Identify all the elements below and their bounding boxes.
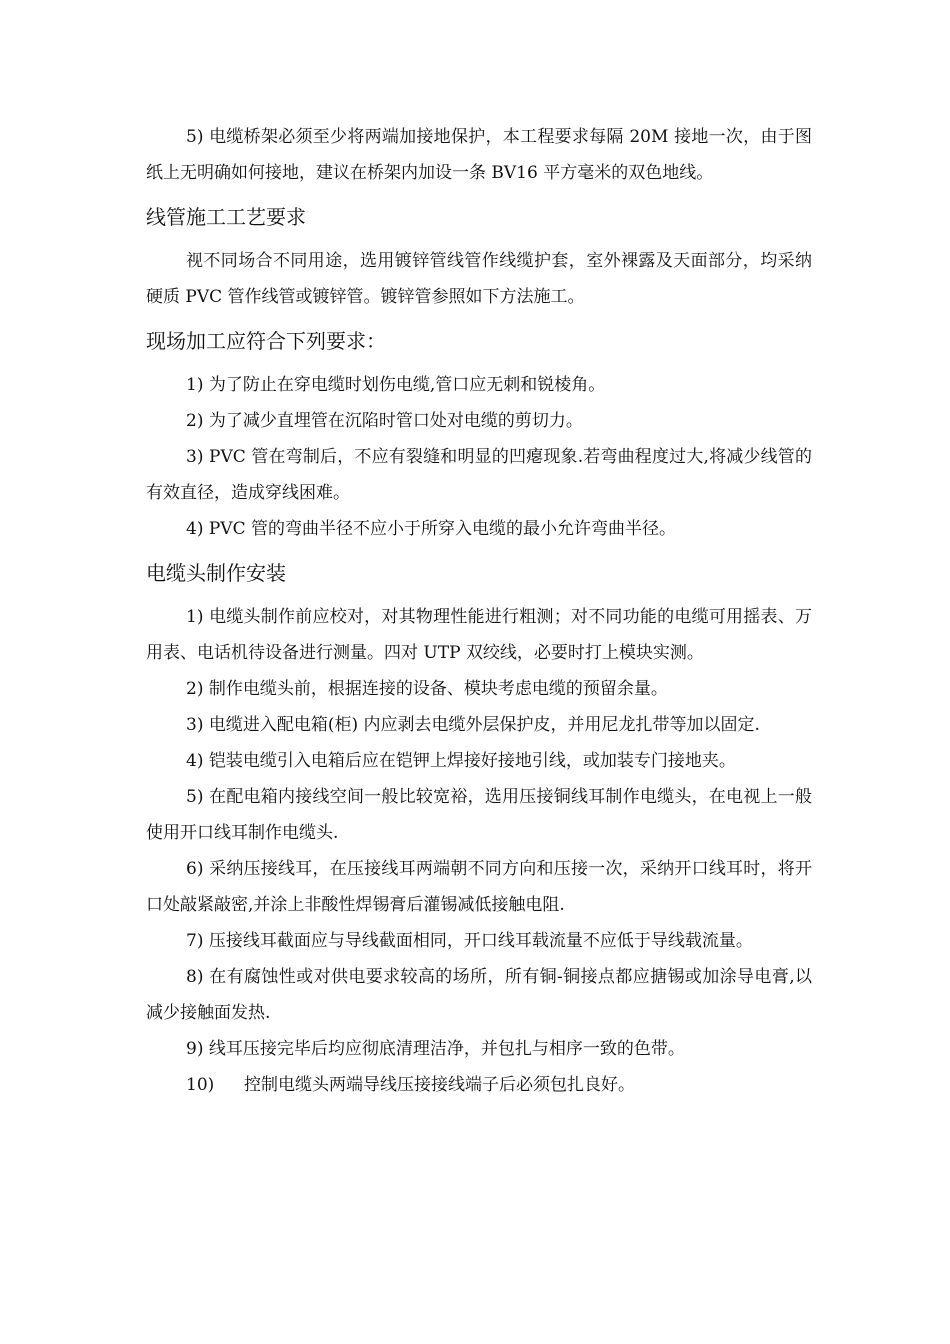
intro-paragraph: 5) 电缆桥架必须至少将两端加接地保护，本工程要求每隔 20M 接地一次，由于图纸上无明确如何接地，建议在桥架内加设一条 BV16 平方毫米的双色地线。 bbox=[146, 127, 812, 183]
site-item-2: 2) 为了减少直埋管在沉陷时管口处对电缆的剪切力。 bbox=[186, 411, 583, 431]
site-item-4: 4) PVC 管的弯曲半径不应小于所穿入电缆的最小允许弯曲半径。 bbox=[186, 519, 676, 539]
cable-item-9: 9) 线耳压接完毕后均应彻底清理洁净，并包扎与相序一致的色带。 bbox=[186, 1039, 685, 1059]
cable-item-8: 8) 在有腐蚀性或对供电要求较高的场所，所有铜-铜接点都应搪锡或加涂导电膏,以减少接触面发热. bbox=[146, 967, 812, 1023]
conduit-paragraph: 视不同场合不同用途，选用镀锌管线管作线缆护套，室外裸露及天面部分，均采纳硬质 PVC 管作线管或镀锌管。镀锌管参照如下方法施工。 bbox=[146, 251, 812, 307]
heading-conduit: 线管施工工艺要求 bbox=[146, 205, 306, 229]
document-body bbox=[146, 119, 812, 1103]
cable-item-10-number: 10) bbox=[186, 1075, 215, 1095]
cable-item-5: 5) 在配电箱内接线空间一般比较宽裕，选用压接铜线耳制作电缆头，在电视上一般使用开口线耳制作电缆头. bbox=[146, 787, 812, 843]
heading-cable-head: 电缆头制作安装 bbox=[146, 561, 286, 585]
cable-item-1: 1) 电缆头制作前应校对，对其物理性能进行粗测；对不同功能的电缆可用摇表、万用表、电话机待设备进行测量。四对 UTP 双绞线，必要时打上模块实测。 bbox=[146, 607, 812, 663]
site-item-3: 3) PVC 管在弯制后，不应有裂缝和明显的凹瘪现象.若弯曲程度过大,将减少线管的有效直径，造成穿线困难。 bbox=[146, 447, 812, 503]
heading-site-processing: 现场加工应符合下列要求： bbox=[146, 329, 386, 353]
cable-item-10 bbox=[146, 1067, 812, 1103]
cable-item-10-text: 控制电缆头两端导线压接接线端子后必须包扎良好。 bbox=[244, 1075, 635, 1095]
cable-item-2: 2) 制作电缆头前，根据连接的设备、模块考虑电缆的预留余量。 bbox=[186, 679, 668, 699]
cable-item-6: 6) 采纳压接线耳，在压接线耳两端朝不同方向和压接一次，采纳开口线耳时，将开口处敲紧敲密,并涂上非酸性焊锡膏后灌锡减低接触电阻. bbox=[146, 859, 812, 915]
site-item-1: 1) 为了防止在穿电缆时划伤电缆,管口应无刺和锐棱角。 bbox=[186, 375, 606, 395]
cable-item-3: 3) 电缆进入配电箱(柜) 内应剥去电缆外层保护皮，并用尼龙扎带等加以固定. bbox=[186, 715, 760, 735]
cable-item-4: 4) 铠装电缆引入电箱后应在铠钾上焊接好接地引线，或加装专门接地夹。 bbox=[186, 751, 736, 771]
cable-item-7: 7) 压接线耳截面应与导线截面相同，开口线耳载流量不应低于导线载流量。 bbox=[186, 931, 753, 951]
